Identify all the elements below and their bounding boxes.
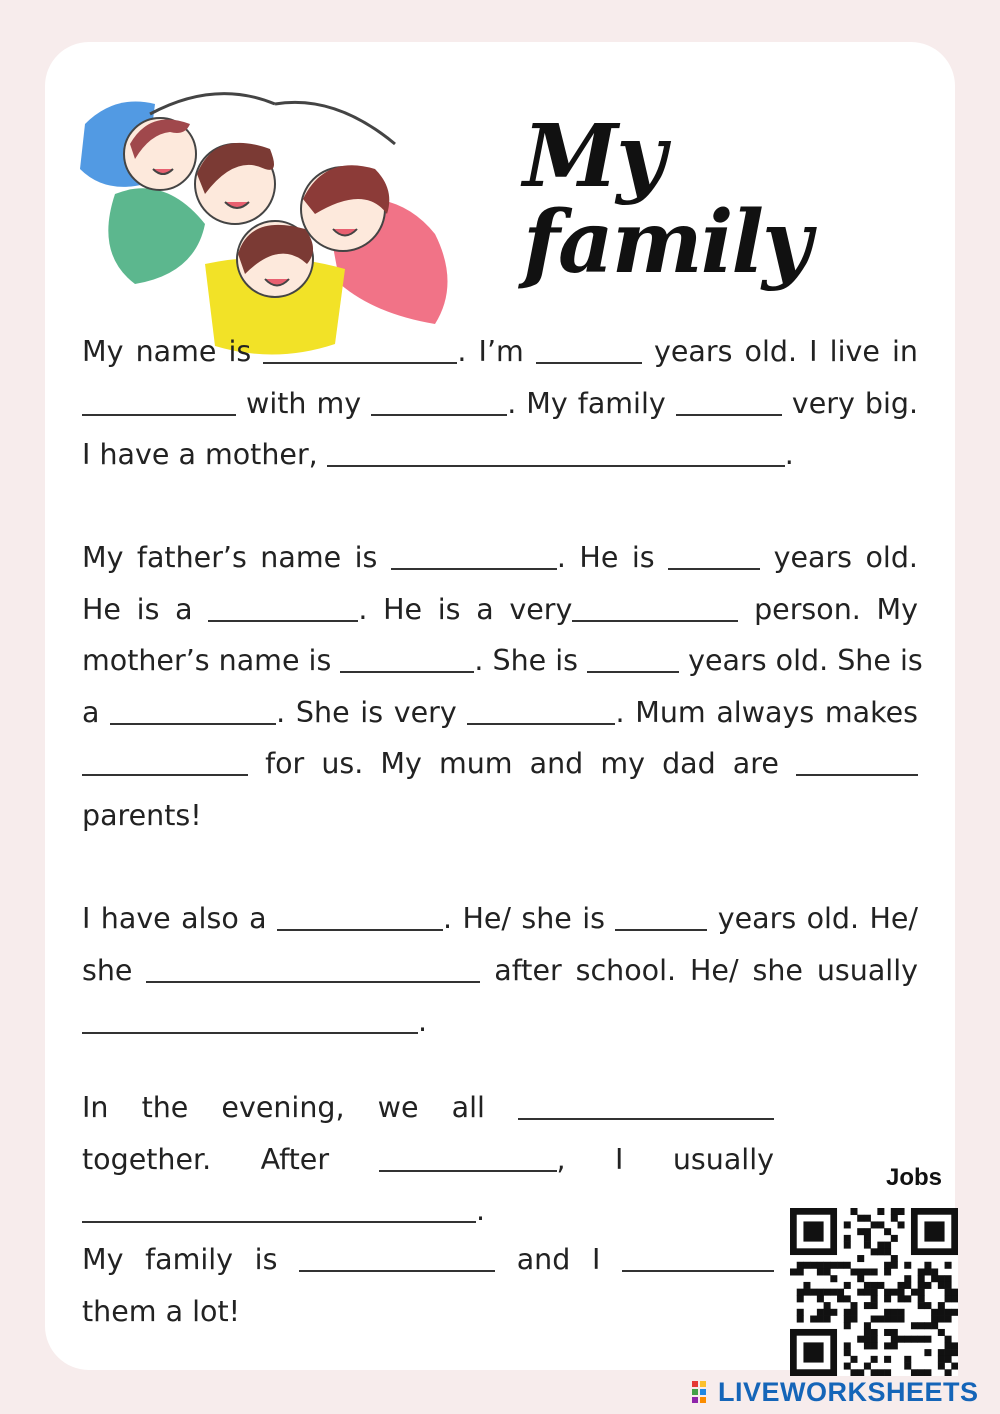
text: together. After [82, 1142, 379, 1176]
line [82, 635, 923, 687]
text: with my [236, 386, 372, 420]
paragraph-intro [82, 326, 918, 481]
text: . She is [474, 644, 588, 678]
text: years old. He/ [707, 902, 919, 935]
line [82, 1185, 774, 1237]
line [82, 945, 918, 997]
line [82, 532, 918, 584]
text: a [82, 695, 111, 729]
line [82, 687, 918, 739]
text: person. My [738, 592, 918, 626]
blank-sibling-activity[interactable] [146, 951, 480, 983]
text: I have a mother, [82, 438, 327, 472]
text: I have also a [82, 902, 277, 935]
text: years old. I live in [641, 335, 918, 368]
text: . [784, 438, 794, 472]
text: . My family [507, 386, 676, 420]
blank-evening-activity[interactable] [518, 1088, 774, 1120]
text: . [476, 1194, 486, 1228]
text: . I’m [457, 335, 536, 368]
blank-father-age[interactable] [668, 538, 760, 570]
line [82, 378, 918, 430]
line [82, 326, 918, 378]
line [82, 893, 918, 945]
blank-place[interactable] [82, 384, 236, 416]
blank-father-trait[interactable] [572, 590, 738, 622]
page-title: My family [523, 106, 811, 293]
blank-with[interactable] [371, 384, 507, 416]
text: He is a [82, 592, 209, 626]
line [82, 1134, 774, 1186]
line [82, 429, 918, 481]
blank-age[interactable] [536, 332, 642, 364]
line: them a lot! [82, 1294, 241, 1328]
liveworksheets-brand[interactable] [692, 1376, 979, 1408]
text: . He is [556, 541, 669, 574]
blank-mother-age[interactable] [587, 641, 679, 673]
liveworksheets-logo-icon [692, 1379, 714, 1405]
text: My father’s name is [82, 541, 391, 574]
text: , I usually [556, 1142, 774, 1176]
line [82, 584, 918, 636]
text: she [82, 953, 147, 987]
line: parents! [82, 798, 202, 832]
blank-sibling[interactable] [277, 899, 443, 931]
text: after school. He/ she usually [480, 953, 918, 987]
blank-mum-makes[interactable] [82, 744, 248, 776]
blank-sibling-usually[interactable] [82, 1002, 418, 1034]
blank-father-job[interactable] [208, 590, 358, 622]
blank-mother-name[interactable] [340, 641, 474, 673]
family-illustration [75, 74, 475, 364]
paragraph-evening [82, 1082, 774, 1237]
qr-code[interactable] [790, 1208, 958, 1376]
blank-name[interactable] [263, 332, 457, 364]
line [82, 996, 918, 1048]
blank-family-members[interactable] [327, 435, 785, 467]
paragraph-parents [82, 532, 923, 842]
text: . He/ she is [443, 902, 616, 935]
paragraph-sibling [82, 893, 918, 1048]
text: mother’s name is [82, 644, 341, 678]
line [82, 738, 918, 790]
blank-usually[interactable] [82, 1191, 476, 1223]
blank-father-name[interactable] [391, 538, 557, 570]
text: and I [495, 1243, 622, 1276]
text: . She is very [276, 695, 468, 729]
text: years old. She is [679, 644, 923, 678]
text: years old. [760, 541, 918, 574]
text: . [418, 1005, 428, 1039]
text: In the evening, we all [82, 1091, 518, 1124]
blank-feeling-verb[interactable] [622, 1240, 774, 1272]
blank-sibling-age[interactable] [615, 899, 707, 931]
blank-after[interactable] [379, 1140, 557, 1172]
text: My name is [82, 335, 264, 368]
line [82, 1234, 774, 1286]
brand-text: LIVEWORKSHEETS [718, 1376, 979, 1407]
blank-verb[interactable] [676, 384, 782, 416]
blank-mother-job[interactable] [110, 693, 276, 725]
blank-mother-trait[interactable] [467, 693, 615, 725]
text: . He is a very [358, 592, 573, 626]
text: . Mum always makes [615, 695, 919, 729]
text: My family is [82, 1243, 300, 1276]
blank-parents-adjective[interactable] [796, 744, 918, 776]
blank-family-adjective[interactable] [299, 1240, 495, 1272]
text: for us. My mum and my dad are [248, 747, 796, 781]
line [82, 1082, 774, 1134]
jobs-label: Jobs [886, 1164, 943, 1191]
text: very big. [781, 386, 919, 420]
paragraph-closing [82, 1234, 774, 1337]
